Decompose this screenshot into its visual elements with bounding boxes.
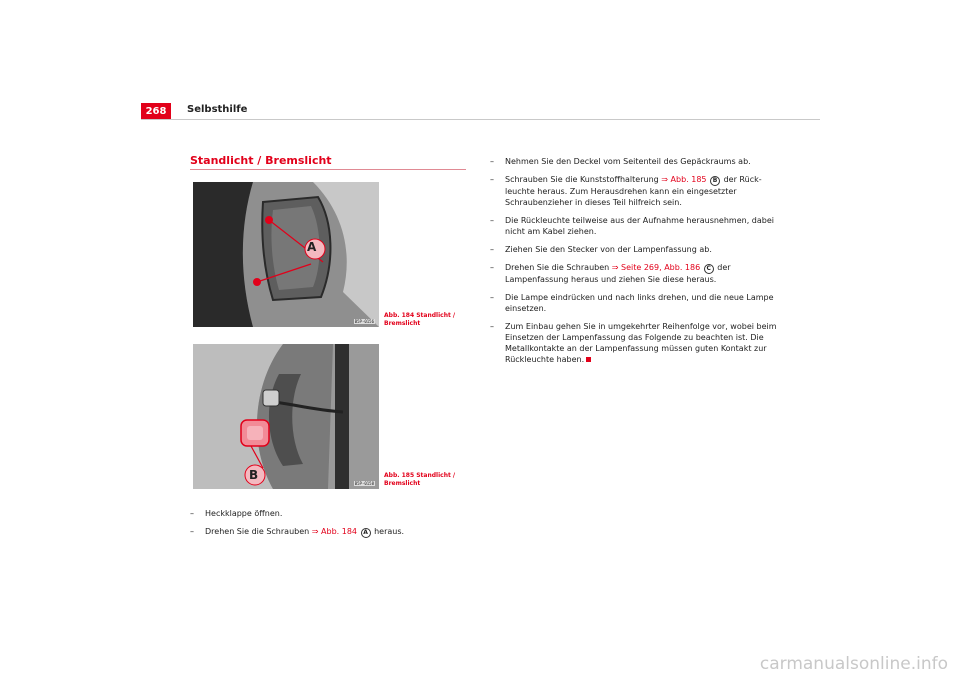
step-item [190, 526, 460, 538]
step-text: Zum Einbau gehen Sie in umgekehrter Reihenfolge vor, wobei beim Einsetzen der Lampenfassung das Folgende zu beachten ist. Die Metallkontakte an der Lampenfassung müssen guten Kontakt zur Rückleuchte haben. [505, 322, 777, 364]
step-item [190, 508, 460, 519]
figure-184-image [193, 182, 379, 327]
figure-185-caption-line2: Bremslicht [384, 480, 421, 487]
step-dash: – [190, 509, 194, 518]
figure-link[interactable]: ⇒ Abb. 185 [661, 175, 707, 184]
section-title: Standlicht / Bremslicht [190, 154, 466, 170]
step-text: Die Rückleuchte teilweise aus der Aufnahme herausnehmen, dabei nicht am Kabel ziehen. [505, 216, 774, 236]
figure-184-caption-line1: Abb. 184 Standlicht / [384, 312, 456, 319]
step-text: Heckklappe öffnen. [205, 509, 283, 518]
end-of-section-mark [586, 357, 591, 362]
step-dash: – [490, 263, 494, 272]
callout-badge: C [704, 264, 714, 274]
holder-illustration [193, 344, 379, 489]
step-text: heraus. [371, 527, 405, 536]
figure-185-caption [384, 472, 474, 488]
step-dash: – [490, 157, 494, 166]
step-text: Die Lampe eindrücken und nach links drehen, und die neue Lampe einsetzen. [505, 293, 774, 313]
figure-184-caption [384, 312, 474, 328]
step-dash: – [490, 216, 494, 225]
step-dash: – [490, 322, 494, 331]
step-item [490, 244, 780, 255]
tail-light-illustration [193, 182, 379, 327]
step-text: Drehen Sie die Schrauben [505, 263, 612, 272]
figure-185-callout: B [249, 468, 259, 482]
step-item [490, 321, 780, 365]
page-header [141, 103, 820, 120]
step-dash: – [490, 175, 494, 184]
figure-185-caption-line1: Abb. 185 Standlicht / [384, 472, 456, 479]
step-text: der Rück-leuchte heraus. Zum Herausdrehen kann ein eingesetzter Schraubenzieher in dieses Teil hilfreich sein. [505, 175, 762, 207]
page-number: 268 [141, 103, 171, 119]
step-text: Ziehen Sie den Stecker von der Lampenfassung ab. [505, 245, 712, 254]
right-steps-list [490, 156, 780, 372]
left-steps-list [190, 508, 460, 545]
step-item [490, 262, 780, 285]
figure-link[interactable]: ⇒ Seite 269, Abb. 186 [611, 263, 701, 272]
callout-badge: A [361, 528, 371, 538]
figure-185-code: B5P-0158 [354, 481, 374, 486]
step-item [490, 156, 780, 167]
step-item [490, 174, 780, 208]
figure-184-callout: A [307, 240, 317, 254]
step-dash: – [490, 245, 494, 254]
step-text: der Lampenfassung heraus und ziehen Sie diese heraus. [505, 263, 731, 284]
watermark: carmanualsonline.info [759, 654, 948, 674]
step-item [490, 292, 780, 314]
figure-184-code: B5P-0156 [354, 319, 374, 324]
step-dash: – [490, 293, 494, 302]
step-text: Nehmen Sie den Deckel vom Seitenteil des Gepäckraums ab. [505, 157, 751, 166]
step-text: Drehen Sie die Schrauben [205, 527, 312, 536]
chapter-title: Selbsthilfe [187, 104, 248, 115]
callout-badge: B [710, 176, 720, 186]
step-dash: – [190, 527, 194, 536]
figure-184-caption-line2: Bremslicht [384, 320, 421, 327]
figure-185-image [193, 344, 379, 489]
step-text: Schrauben Sie die Kunststoffhalterung [505, 175, 662, 184]
figure-link[interactable]: ⇒ Abb. 184 [311, 527, 357, 536]
step-item [490, 215, 780, 237]
